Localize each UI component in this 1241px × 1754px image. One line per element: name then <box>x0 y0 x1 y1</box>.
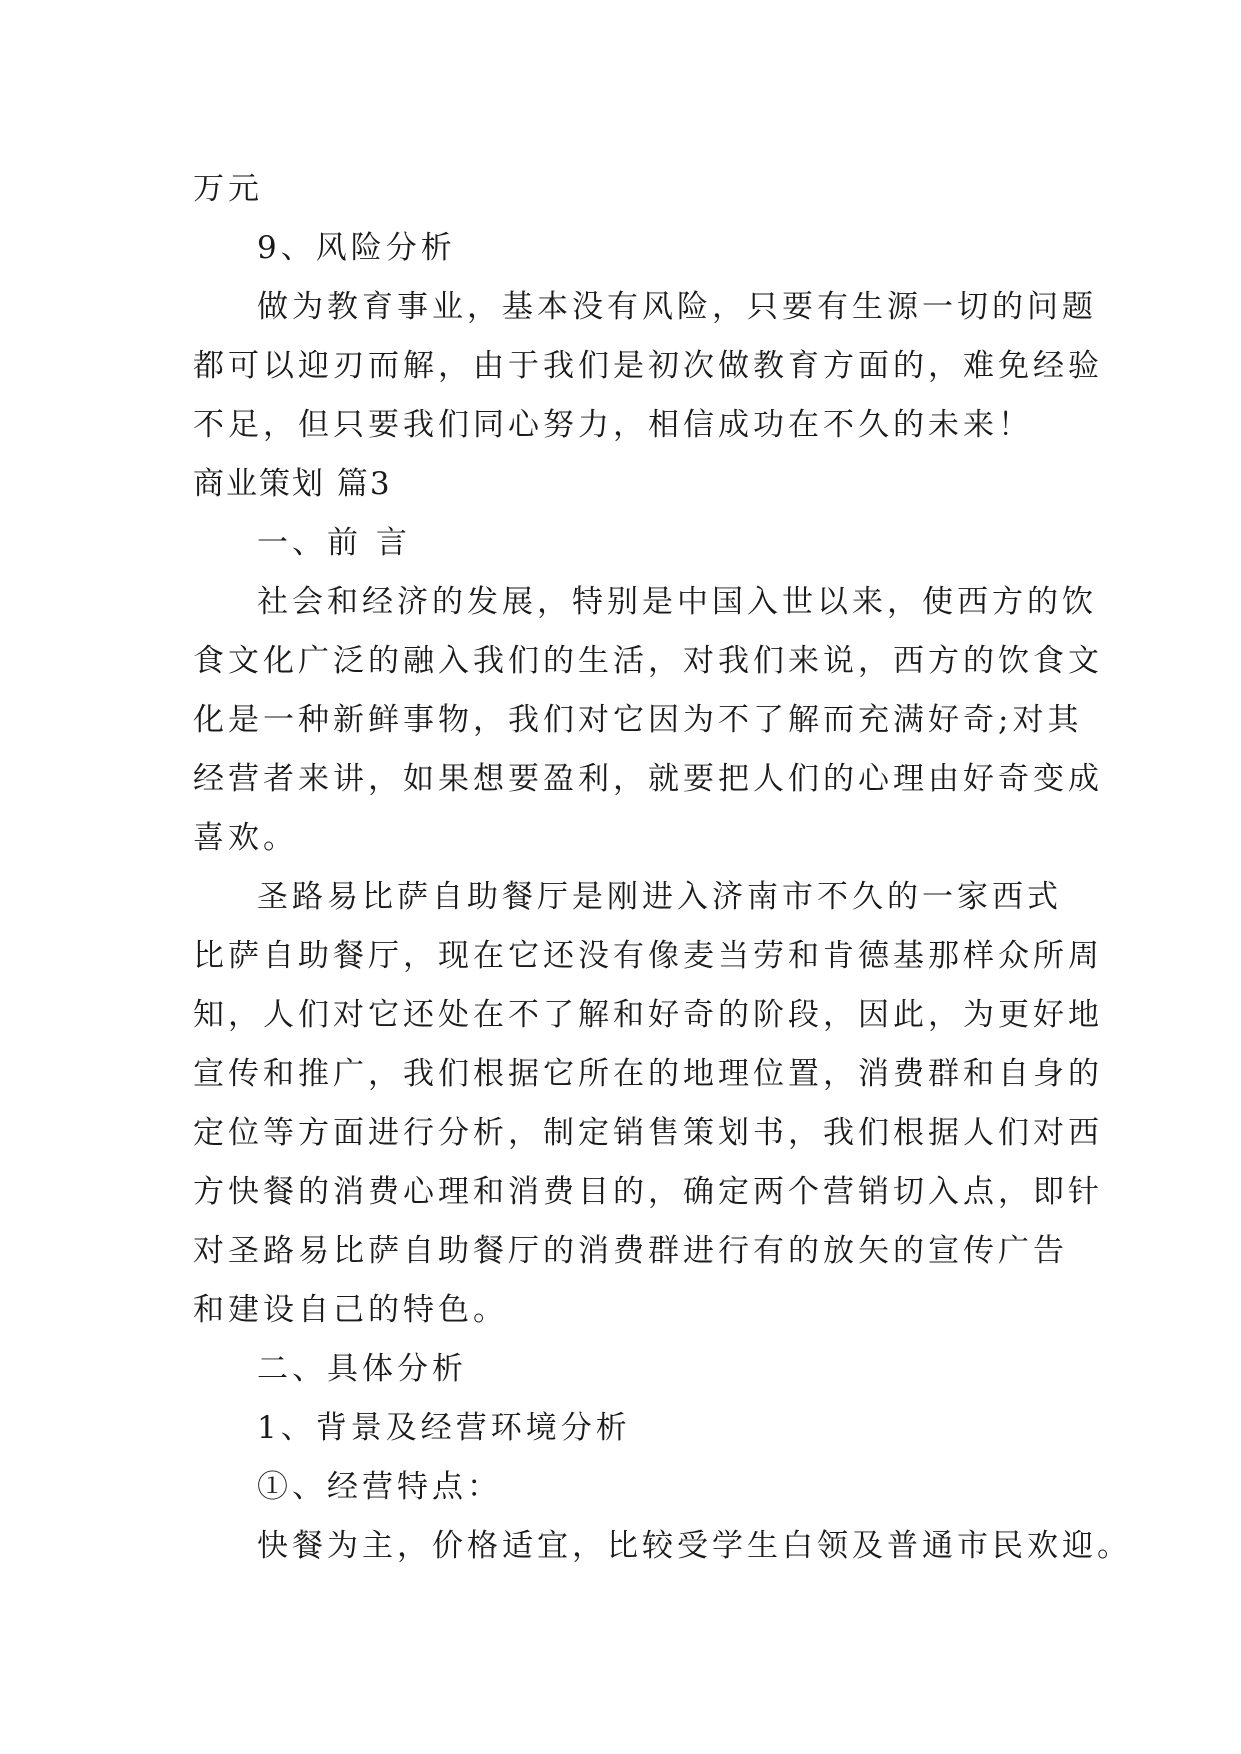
paragraph-line: 和建设自己的特色。 <box>193 1292 508 1328</box>
text-line: 万元 <box>193 171 263 207</box>
subsection-heading: 1、背景及经营环境分析 <box>257 1410 631 1446</box>
paragraph-line: 方快餐的消费心理和消费目的，确定两个营销切入点，即针 <box>193 1174 1103 1210</box>
paragraph-line: 经营者来讲，如果想要盈利，就要把人们的心理由好奇变成 <box>193 761 1103 797</box>
paragraph-line: 做为教育事业，基本没有风险，只要有生源一切的问题 <box>257 289 1097 325</box>
paragraph-line: 知，人们对它还处在不了解和好奇的阶段，因此，为更好地 <box>193 997 1103 1033</box>
paragraph-line: 快餐为主，价格适宜，比较受学生白领及普通市民欢迎。 <box>257 1528 1132 1564</box>
subsection-heading: ①、经营特点： <box>257 1469 502 1505</box>
paragraph-line: 都可以迎刃而解，由于我们是初次做教育方面的，难免经验 <box>193 348 1103 384</box>
paragraph-line: 宣传和推广，我们根据它所在的地理位置，消费群和自身的 <box>193 1056 1103 1092</box>
paragraph-line: 食文化广泛的融入我们的生活，对我们来说，西方的饮食文 <box>193 643 1103 679</box>
paragraph-line: 圣路易比萨自助餐厅是刚进入济南市不久的一家西式 <box>257 879 1062 915</box>
article-title: 商业策划 篇3 <box>193 466 392 502</box>
section-heading-analysis: 二、具体分析 <box>257 1351 467 1387</box>
paragraph-line: 比萨自助餐厅，现在它还没有像麦当劳和肯德基那样众所周 <box>193 938 1103 974</box>
paragraph-line: 定位等方面进行分析，制定销售策划书，我们根据人们对西 <box>193 1115 1103 1151</box>
paragraph-line: 化是一种新鲜事物，我们对它因为不了解而充满好奇;对其 <box>193 702 1083 738</box>
section-heading-preface: 一、前 言 <box>257 525 411 561</box>
paragraph-line: 社会和经济的发展，特别是中国入世以来，使西方的饮 <box>257 584 1097 620</box>
paragraph-line: 喜欢。 <box>193 820 298 856</box>
section-heading-risk: 9、风险分析 <box>257 230 456 266</box>
paragraph-line: 不足，但只要我们同心努力，相信成功在不久的未来！ <box>193 407 1033 443</box>
paragraph-line: 对圣路易比萨自助餐厅的消费群进行有的放矢的宣传广告 <box>193 1233 1068 1269</box>
document-page <box>193 160 1132 1576</box>
